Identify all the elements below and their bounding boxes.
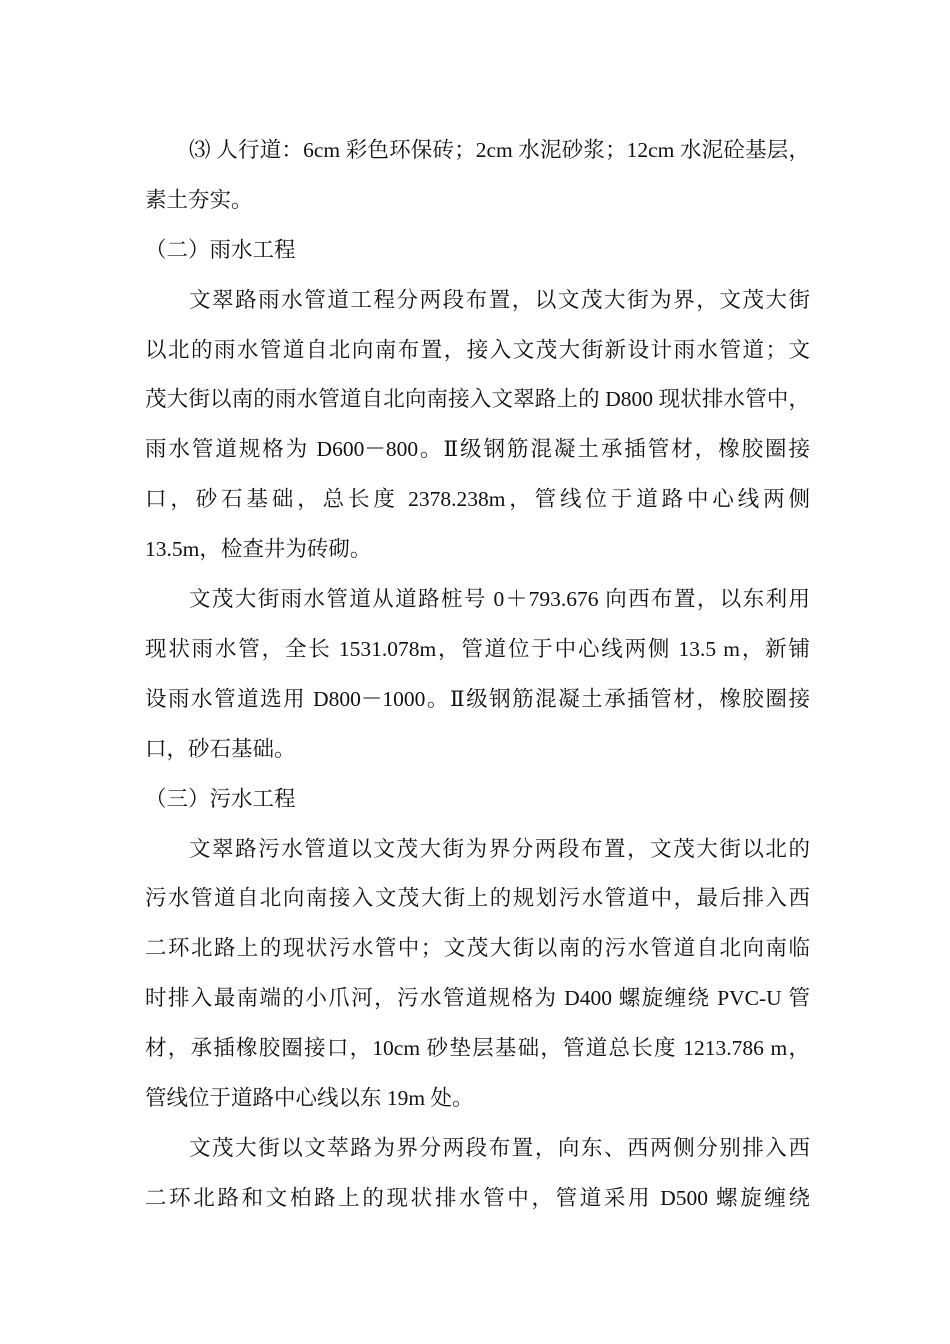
paragraph-line: 文茂大街以文萃路为界分两段布置，向东、西两侧分别排入西 <box>189 1136 810 1160</box>
paragraph-line: 文茂大街雨水管道从道路桩号 0＋793.676 向西布置，以东利用 <box>189 587 810 611</box>
paragraph-line: 口，砂石基础，总长度 2378.238m，管线位于道路中心线两侧 <box>145 487 810 511</box>
paragraph-line: 污水管道自北向南接入文茂大街上的规划污水管道中，最后排入西 <box>145 886 810 910</box>
paragraph-line: 茂大街以南的雨水管道自北向南接入文翠路上的 D800 现状排水管中， <box>145 387 810 411</box>
paragraph-line: 素土夯实。 <box>145 188 253 212</box>
paragraph-line: 现状雨水管，全长 1531.078m，管道位于中心线两侧 13.5 m，新铺 <box>145 637 810 661</box>
section-heading-rainwater: （二）雨水工程 <box>145 238 296 262</box>
paragraph-line: 设雨水管道选用 D800－1000。Ⅱ级钢筋混凝土承插管材，橡胶圈接 <box>145 687 810 711</box>
paragraph-line: 文翠路污水管道以文茂大街为界分两段布置，文茂大街以北的 <box>189 837 810 861</box>
paragraph-line: 时排入最南端的小爪河，污水管道规格为 D400 螺旋缠绕 PVC-U 管 <box>145 986 810 1010</box>
paragraph-line: ⑶ 人行道：6cm 彩色环保砖；2cm 水泥砂浆；12cm 水泥砼基层， <box>189 138 810 162</box>
paragraph-line: 二环北路和文柏路上的现状排水管中，管道采用 D500 螺旋缠绕 <box>145 1186 810 1210</box>
paragraph-line: 二环北路上的现状污水管中；文茂大街以南的污水管道自北向南临 <box>145 936 810 960</box>
section-heading-sewage: （三）污水工程 <box>145 787 296 811</box>
paragraph-line: 13.5m，检查井为砖砌。 <box>145 537 372 561</box>
paragraph-line: 材，承插橡胶圈接口，10cm 砂垫层基础，管道总长度 1213.786 m， <box>145 1036 810 1060</box>
paragraph-line: 雨水管道规格为 D600－800。Ⅱ级钢筋混凝土承插管材，橡胶圈接 <box>145 437 810 461</box>
paragraph-line: 管线位于道路中心线以东 19m 处。 <box>145 1086 474 1110</box>
paragraph-line: 以北的雨水管道自北向南布置，接入文茂大街新设计雨水管道；文 <box>145 338 810 362</box>
paragraph-line: 文翠路雨水管道工程分两段布置，以文茂大街为界，文茂大街 <box>189 288 810 312</box>
paragraph-line: 口，砂石基础。 <box>145 737 296 761</box>
